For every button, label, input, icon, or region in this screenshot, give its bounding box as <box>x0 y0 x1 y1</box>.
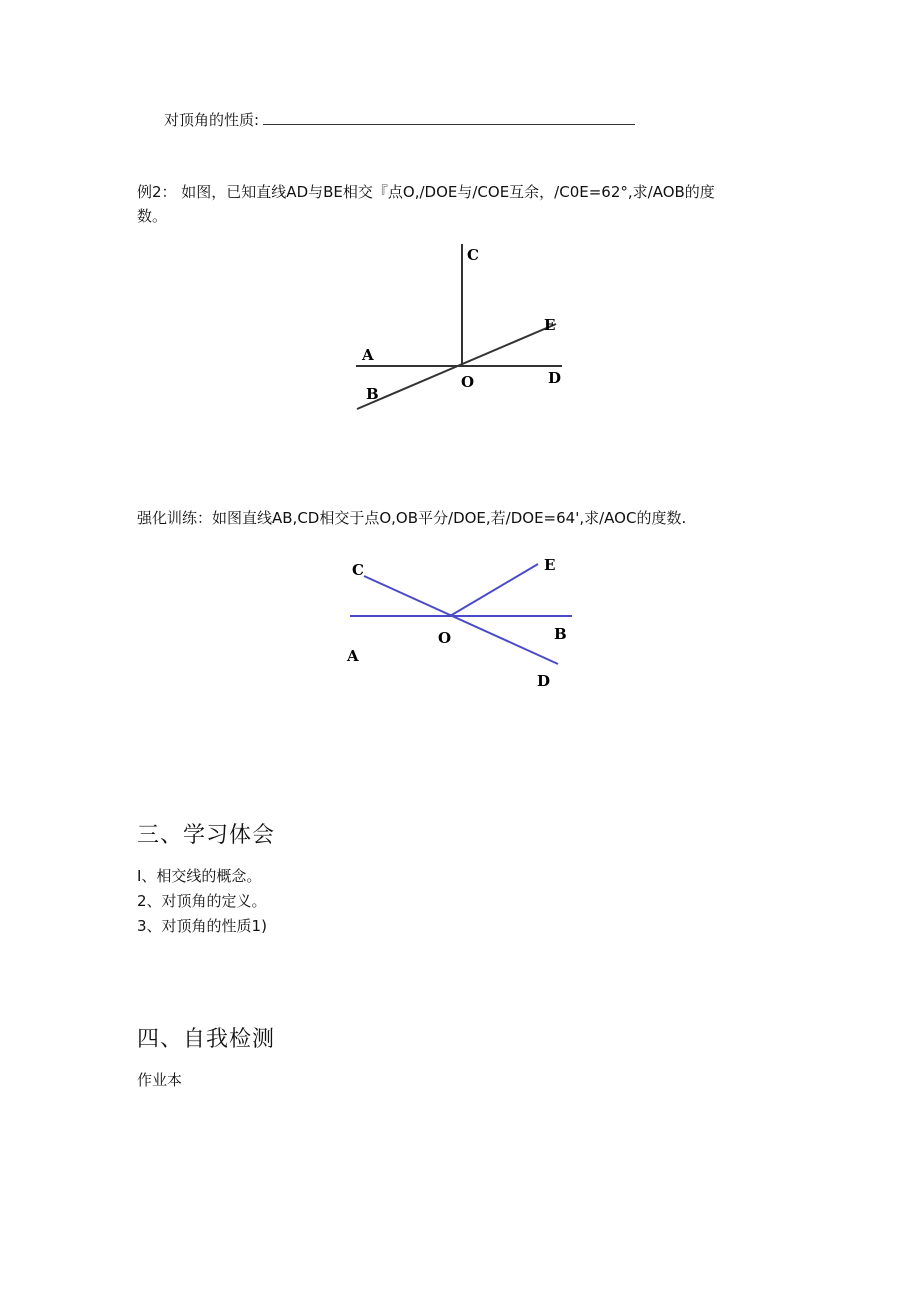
section4-title: 四、自我检测 <box>137 1027 276 1052</box>
answer-blank-line[interactable] <box>263 110 635 125</box>
label-d: D <box>548 369 562 387</box>
section3-item-1: I、相交线的概念。 <box>137 867 262 885</box>
label-b: B <box>554 625 567 643</box>
example2-line1: 例2： 如图，已知直线AD与BE相交『点O,/DOE与/COE互余，/C0E=62°,求/AOB的度 <box>137 183 715 201</box>
label-c: C <box>352 561 364 579</box>
label-a: A <box>362 346 374 364</box>
label-o: O <box>438 629 452 647</box>
label-e: E <box>544 316 556 334</box>
ray-oe <box>450 564 538 616</box>
section3-item-3: 3、对顶角的性质1) <box>137 917 267 935</box>
figure-1-diagram <box>340 236 580 422</box>
line-cd <box>364 576 558 664</box>
label-b: B <box>366 385 379 403</box>
label-d: D <box>537 672 551 690</box>
practice-problem: 强化训练：如图直线AB,CD相交于点O,OB平分/DOE,若/DOE=64',求/AOC的度数. <box>137 509 687 527</box>
section4-body: 作业本 <box>137 1071 183 1089</box>
label-o: O <box>461 373 475 391</box>
example2-line2: 数。 <box>137 207 168 225</box>
label-e: E <box>544 556 556 574</box>
section3-item-2: 2、对顶角的定义。 <box>137 892 267 910</box>
figure-2-diagram <box>340 548 580 694</box>
property-prompt-line <box>164 110 635 130</box>
section3-title: 三、学习体会 <box>137 823 276 848</box>
property-prompt: 对顶角的性质: <box>164 111 260 129</box>
label-a: A <box>347 647 359 665</box>
label-c: C <box>467 246 479 264</box>
